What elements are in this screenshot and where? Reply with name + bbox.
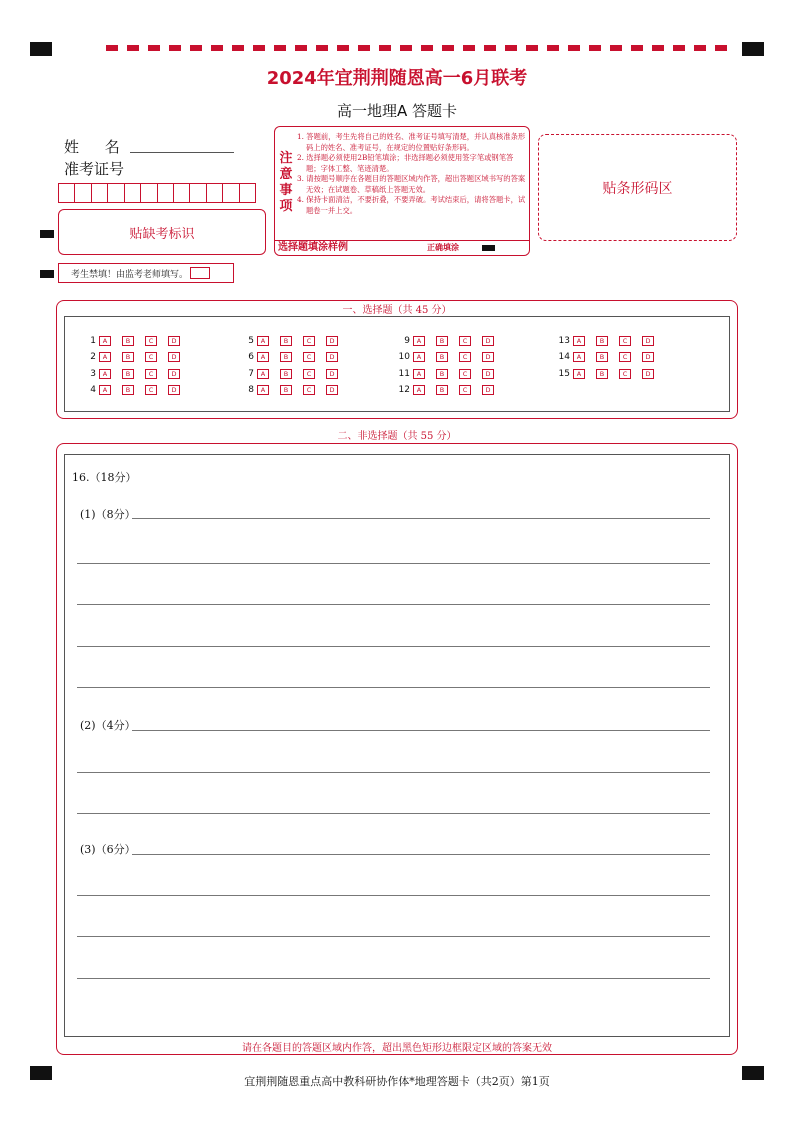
side-marker-1 [40,230,54,238]
exam-id-label: 准考证号 [64,160,125,178]
page-footer: 宜荆荆随恩重点高中教科研协作体*地理答题卡（共2页）第1页 [244,1075,550,1088]
question-number: 6 [248,352,254,362]
option-bubble-c[interactable]: C [459,352,471,362]
option-bubble-b[interactable]: B [280,385,292,395]
question-16-label: 16.（18分） [72,471,137,484]
option-bubble-a[interactable]: A [413,352,425,362]
part-2-label: (2)（4分） [80,719,136,732]
option-bubble-d[interactable]: D [642,336,654,346]
barcode-area[interactable]: 贴条形码区 [538,134,737,241]
option-bubble-a[interactable]: A [573,336,585,346]
option-bubble-c[interactable]: C [619,369,631,379]
option-bubble-b[interactable]: B [280,369,292,379]
notice-items [297,132,527,216]
option-bubble-c[interactable]: C [145,385,157,395]
option-bubble-c[interactable]: C [145,336,157,346]
open-section-title: 二、非选择题（共 55 分） [337,431,457,442]
option-bubble-a[interactable]: A [413,369,425,379]
choice-question [70,368,191,380]
name-label: 姓 名 [64,138,122,156]
question-number: 13 [558,336,570,346]
option-bubble-a[interactable]: A [99,369,111,379]
side-marker-2 [40,270,54,278]
option-bubble-d[interactable]: D [482,369,494,379]
choice-question [384,351,505,363]
question-number: 11 [398,369,410,379]
notice-item: 3. 请按题号顺序在各题目的答题区域内作答，超出答题区域书写的答案无效；在试题卷、草稿纸上答题无效。 [297,174,526,194]
top-dashed-border [106,45,730,51]
option-bubble-b[interactable]: B [122,385,134,395]
notice-item: 4. 保持卡面清洁，不要折叠，不要弄破。考试结束后，请将答题卡，试题卷一并上交。 [297,195,526,215]
option-bubble-d[interactable]: D [482,352,494,362]
choice-question [544,351,665,363]
answer-line[interactable] [77,895,710,896]
proctor-only-note [58,263,234,283]
question-number: 12 [398,385,410,395]
option-bubble-d[interactable]: D [168,369,180,379]
option-bubble-b[interactable]: B [436,352,448,362]
question-number: 9 [404,336,410,346]
corner-marker-top-left [30,42,52,56]
option-bubble-a[interactable]: A [99,352,111,362]
question-number: 2 [90,352,96,362]
question-number: 3 [90,369,96,379]
answer-line[interactable] [77,978,710,979]
answer-line[interactable] [77,604,710,605]
option-bubble-a[interactable]: A [573,352,585,362]
choice-question [544,368,665,380]
option-bubble-d[interactable]: D [326,369,338,379]
option-bubble-b[interactable]: B [122,352,134,362]
choice-question [228,335,349,347]
sheet-subtitle: 高一地理A 答题卡 [336,102,458,120]
option-bubble-d[interactable]: D [168,352,180,362]
option-bubble-a[interactable]: A [413,336,425,346]
answer-line[interactable] [132,730,710,731]
question-number: 10 [398,352,410,362]
option-bubble-d[interactable]: D [326,336,338,346]
exam-title: 2024年宜荆荆随恩高一6月联考 [266,68,528,89]
answer-area-warning: 请在各题目的答题区域内作答，超出黑色矩形边框限定区域的答案无效 [242,1043,552,1054]
choice-section-title: 一、选择题（共 45 分） [342,305,452,316]
option-bubble-c[interactable]: C [303,336,315,346]
choice-question [384,335,505,347]
answer-line[interactable] [77,687,710,688]
choice-question [228,368,349,380]
option-bubble-b[interactable]: B [596,336,608,346]
answer-box-q16[interactable] [64,454,730,1037]
notice-box [274,126,530,256]
choice-question [70,351,191,363]
choice-question [70,384,191,396]
option-bubble-d[interactable]: D [482,336,494,346]
option-bubble-a[interactable]: A [257,336,269,346]
option-bubble-d[interactable]: D [168,385,180,395]
notice-item: 1. 答题前，考生先将自己的姓名、准考证号填写清楚，并认真核准条形码上的姓名、准考证号，在规定的位置贴好条形码。 [297,132,526,152]
option-bubble-c[interactable]: C [303,369,315,379]
option-bubble-a[interactable]: A [413,385,425,395]
answer-line[interactable] [77,813,710,814]
part-1-label: (1)（8分） [80,508,136,521]
notice-item: 2. 选择题必须使用2B铅笔填涂；非选择题必须使用签字笔或钢笔答题；字体工整、笔迹清楚。 [297,153,514,173]
question-number: 4 [90,385,96,395]
option-bubble-a[interactable]: A [573,369,585,379]
proctor-mark-box[interactable] [190,267,210,279]
option-bubble-b[interactable]: B [436,336,448,346]
fill-sample-label: 选择题填涂样例 [278,242,348,253]
name-field[interactable] [130,152,234,153]
correct-fill-sample [482,245,495,251]
option-bubble-c[interactable]: C [303,385,315,395]
choice-question [70,335,191,347]
option-bubble-b[interactable]: B [436,369,448,379]
proctor-note-text: 考生禁填！由监考老师填写。 [71,269,189,280]
option-bubble-b[interactable]: B [280,352,292,362]
question-number: 5 [248,336,254,346]
option-bubble-b[interactable]: B [596,352,608,362]
answer-line[interactable] [77,563,710,564]
choice-answer-area [64,316,730,412]
answer-line[interactable] [132,518,710,519]
option-bubble-a[interactable]: A [257,352,269,362]
option-bubble-d[interactable]: D [326,385,338,395]
option-bubble-b[interactable]: B [596,369,608,379]
correct-fill-label: 正确填涂 [427,243,459,252]
option-bubble-a[interactable]: A [257,369,269,379]
option-bubble-c[interactable]: C [303,352,315,362]
option-bubble-c[interactable]: C [619,336,631,346]
notice-heading: 注意事项 [279,151,293,214]
option-bubble-b[interactable]: B [436,385,448,395]
option-bubble-c[interactable]: C [145,369,157,379]
option-bubble-b[interactable]: B [122,369,134,379]
option-bubble-c[interactable]: C [459,336,471,346]
question-number: 8 [248,385,254,395]
option-bubble-c[interactable]: C [619,352,631,362]
option-bubble-c[interactable]: C [459,385,471,395]
choice-question [384,384,505,396]
question-number: 7 [248,369,254,379]
option-bubble-d[interactable]: D [642,352,654,362]
exam-id-boxes[interactable] [58,183,256,203]
option-bubble-a[interactable]: A [99,336,111,346]
option-bubble-b[interactable]: B [280,336,292,346]
option-bubble-d[interactable]: D [482,385,494,395]
answer-line[interactable] [132,854,710,855]
option-bubble-a[interactable]: A [257,385,269,395]
option-bubble-b[interactable]: B [122,336,134,346]
option-bubble-c[interactable]: C [145,352,157,362]
choice-question [384,368,505,380]
option-bubble-c[interactable]: C [459,369,471,379]
choice-question [228,351,349,363]
corner-marker-top-right [742,42,764,56]
question-number: 15 [558,369,570,379]
option-bubble-d[interactable]: D [326,352,338,362]
option-bubble-d[interactable]: D [168,336,180,346]
answer-line[interactable] [77,936,710,937]
option-bubble-d[interactable]: D [642,369,654,379]
question-number: 1 [90,336,96,346]
option-bubble-a[interactable]: A [99,385,111,395]
absent-sticker-area[interactable]: 贴缺考标识 [58,209,266,255]
part-3-label: (3)（6分） [80,843,136,856]
choice-question [228,384,349,396]
question-number: 14 [558,352,570,362]
answer-line[interactable] [77,646,710,647]
choice-question [544,335,665,347]
answer-line[interactable] [77,772,710,773]
fill-sample-row [275,240,529,255]
